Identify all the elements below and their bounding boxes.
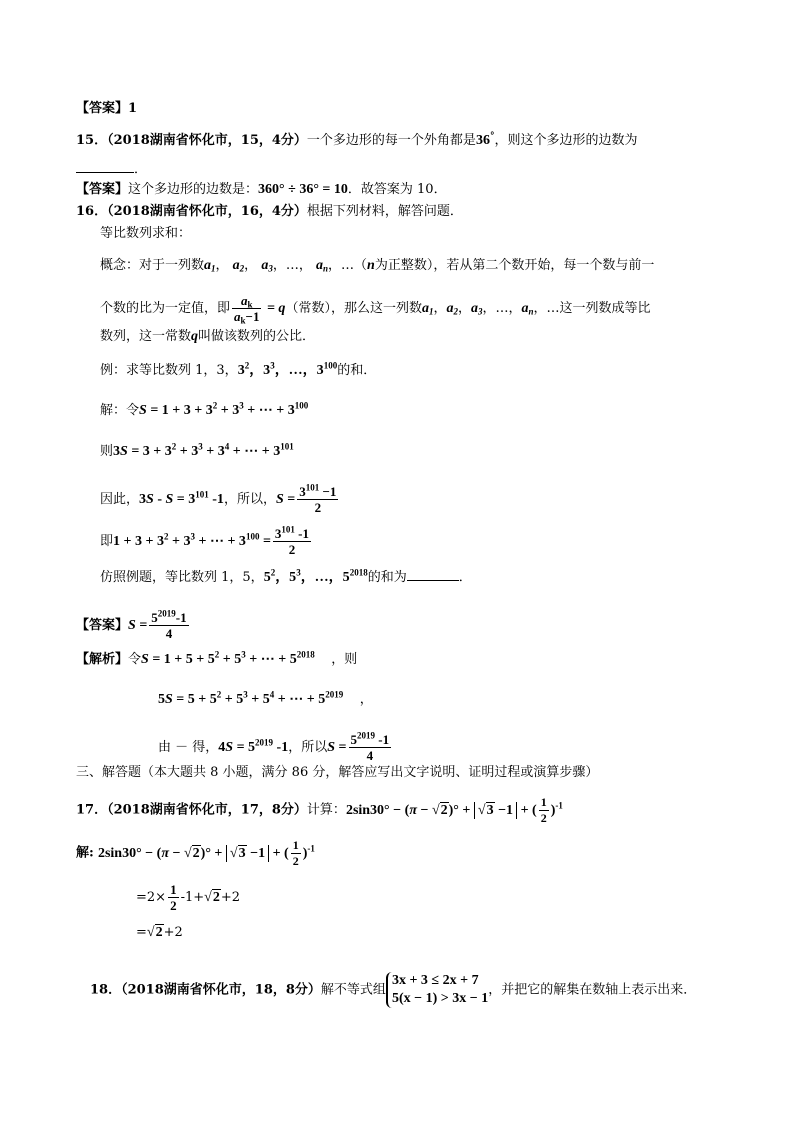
analysis-label: 【解析】 [76,652,129,667]
analysis-4s-eq: $4S = 5^{2019}$ -1 [218,737,289,755]
example-text: 例：求等比数列 1，3， [100,363,238,378]
concept-line-1 [100,258,654,274]
question-source: （2018湖南省怀化市，16，4分） [107,204,307,219]
sep: ， [272,258,286,273]
example-line [100,360,377,379]
equals-q: = q [263,301,286,316]
period: ． [134,162,148,177]
question-number: 17． [76,802,108,818]
imitate-text-b: 的和为 [367,570,407,585]
question-intro: 根据下列材料，解答问题． [306,204,463,219]
concept-text-c: 个数的比为一定值，即 [100,301,231,316]
seq-a2: $a_2$ [446,301,458,317]
s-equals: S = [128,618,148,633]
sum-result-eq: $1 + 3 + 3^2 + 3^3$ + ⋯ + $3^{100}$ = [113,531,271,549]
question-source: （2018湖南省怀化市，15，4分） [107,133,307,148]
solution-line-2 [100,441,294,460]
concept-text: 概念：对于一列数 [100,258,205,273]
question-17 [76,795,563,826]
question-number: 15． [76,133,108,148]
solution-text: 则 [100,444,114,459]
answer-label: 【答案】 [76,618,129,633]
inequality-system [386,972,488,1008]
ans-num-exp: 2019 [157,608,176,619]
imitate-terms: $5^2$，$5^3$，…，$5^{2018}$ [263,567,368,585]
seq-a1: $a_1$ [421,301,434,317]
analysis-text-d: 由 － 得， [158,740,219,755]
answer-15 [76,182,447,198]
step-text-c: +2 [220,890,240,905]
imitate-line [100,568,472,586]
concept-line-2: 个数的比为一定值，即 $\frac{a_k}{a_k-1}$ = q（常数），那么这一列数$a_1$，$a_2$，$a_3$，…，$a_n$，…这一列数成等比 [100,293,651,326]
frac-num: a [240,293,248,308]
q17-expression: 2sin30° − (π − √2)° + √3 −1 + ( $\frac{1}{2}$ )$^{-1}$ [345,795,563,825]
answer-14 [76,101,137,117]
solution-text: 即 [100,534,114,549]
question-15 [76,133,637,149]
answer-fraction [149,610,188,641]
n-symbol: n [367,258,375,273]
solution-line-3 [100,484,340,515]
step-text: =2× [136,890,167,905]
analysis-fraction: $\frac{5^{2019} -1}{4}$ [350,730,390,763]
s-fraction: $\frac{3^{101} -1}{2}$ [299,482,337,515]
heading-geometric-sum: 等比数列求和： [100,226,192,241]
frac-num-sub: k [247,299,253,310]
paren: （ [354,258,368,273]
q-symbol: q [191,329,199,344]
solution-line-4 [100,526,313,557]
question-16 [76,204,463,220]
degree-mark: ° [489,131,495,142]
question-text: 解不等式组 [320,982,386,998]
question-text: 一个多边形的每一个外角都是 [306,133,476,148]
solution-text-b: ，所以， [223,492,276,507]
sqrt-2: √2 [204,890,220,905]
seq-a3: $a_3$ [261,258,273,274]
inequality-1: 3x + 3 ≤ 2x + 7 [391,973,479,988]
analysis-s-def: $S = 1 + 5 + 5^2 + 5^3$ + ⋯ + $5^{2018}$ [141,649,315,667]
analysis-text-e: ，所以 [288,740,328,755]
concept-text-d: （常数），那么这一列数 [285,301,422,316]
seq-an: $a_n$ [521,301,534,317]
concept-text-b: ，若从第二个数开始，每一个数与前一 [433,258,655,273]
answer-blank [76,160,134,173]
concept-text-g: 叫做该数列的公比． [198,329,316,344]
section-3-title: 三、解答题（本大题共 8 小题，满分 86 分，解答应写出文字说明、证明过程或演算步骤） [76,765,599,780]
question-text-b: ，并把它的解集在数轴上表示出来． [488,982,697,998]
concept-text-e: …这一列数成等比 [546,301,651,316]
sep: ， [328,258,342,273]
answer-value: 1 [128,101,138,116]
n-note: 为正整数） [374,258,434,273]
q17-expression-repeat: 2sin30° − (π − √2)° + √3 −1 + ( $\frac{1}{2}$ )$^{-1}$ [97,838,315,868]
answer-blank [407,568,459,581]
sum-3s-def: $3S = 3 + 3^2 + 3^3 + 3^4$ + ⋯ + $3^{101}$ [113,441,294,459]
analysis-comma: ， [359,692,373,707]
frac-den: a [234,309,241,324]
question-source: （2018湖南省怀化市，18，8分） [121,982,321,998]
period: ． [458,570,472,585]
concept-text-f: 数列，这一常数 [100,329,192,344]
concept-line-3 [100,329,315,345]
s-equals: S = [327,740,347,755]
sum-result-fraction: $\frac{3^{101} -1}{2}$ [274,524,310,557]
example-text-b: 的和． [337,363,377,378]
ans-den: 4 [165,626,173,641]
half-fraction: $\frac{1}{2}$ [170,882,177,913]
step-text: = [136,925,147,940]
question-15-blank-line [76,160,147,178]
q17-solution-line-2 [136,882,240,913]
ratio-fraction [232,293,261,324]
seq-an: $a_n$ [316,258,329,274]
question-source: （2018湖南省怀化市，17，8分） [107,802,307,818]
solution-label: 解: [76,845,94,861]
question-number: 16． [76,204,108,219]
analysis-16 [76,649,358,668]
sqrt-2: √2 [146,925,163,940]
solution-text: 解：令 [100,403,140,418]
solution-line-1 [100,400,309,419]
analysis-text-b: ，则 [331,652,358,667]
difference-eq: $3S - S = 3^{101}$ -1 [139,489,224,507]
ans-num-tail: -1 [175,610,187,625]
imitate-text: 仿照例题，等比数列 1，5， [100,570,264,585]
answer-label: 【答案】 [76,101,129,116]
answer-tail: ．故答案为 10． [347,182,447,197]
question-number: 18． [90,982,122,998]
analysis-5s-line [158,689,373,708]
seq-a2: $a_2$ [232,258,245,274]
answer-text: 这个多边形的边数是： [128,182,259,197]
step-text-b: +2 [163,925,183,940]
solution-text: 因此， [100,492,140,507]
q17-solution-line-3 [136,924,183,941]
inequality-2: 5(x − 1) > 3x − 1 [391,991,489,1006]
ellipsis: … [285,258,299,273]
frac-den-sub: k [240,315,246,326]
sep: ， [298,258,312,273]
ans-num: 5 [151,610,158,625]
answer-label: 【答案】 [76,182,129,197]
s-equals: S = [275,492,296,507]
analysis-text: 令 [128,652,142,667]
seq-a1: $a_1$ [204,258,216,274]
answer-16 [76,610,191,641]
ellipsis: … [341,258,355,273]
q17-solution-line-1 [76,838,315,869]
answer-math: 360° ÷ 36° = 10 [258,182,348,197]
analysis-result-line [158,732,393,763]
question-18 [90,972,696,1008]
analysis-5s-def: $5S = 5 + 5^2 + 5^3 + 5^4$ + ⋯ + $5^{2019}$ [158,689,344,707]
example-terms: $3^2$，$3^3$，…，$3^{100}$ [237,360,338,378]
sep: ， [244,258,258,273]
seq-a3: $a_3$ [470,301,483,317]
angle-value: 36 [475,133,490,148]
question-text: 计算： [306,802,346,818]
sep: ， [215,258,229,273]
question-text-b: ，则这个多边形的边数为 [494,133,638,148]
frac-den-tail: −1 [245,309,260,324]
sum-s-def: $S = 1 + 3 + 3^2 + 3^3$ + ⋯ + $3^{100}$ [139,400,309,418]
step-text-b: -1+ [180,890,205,905]
